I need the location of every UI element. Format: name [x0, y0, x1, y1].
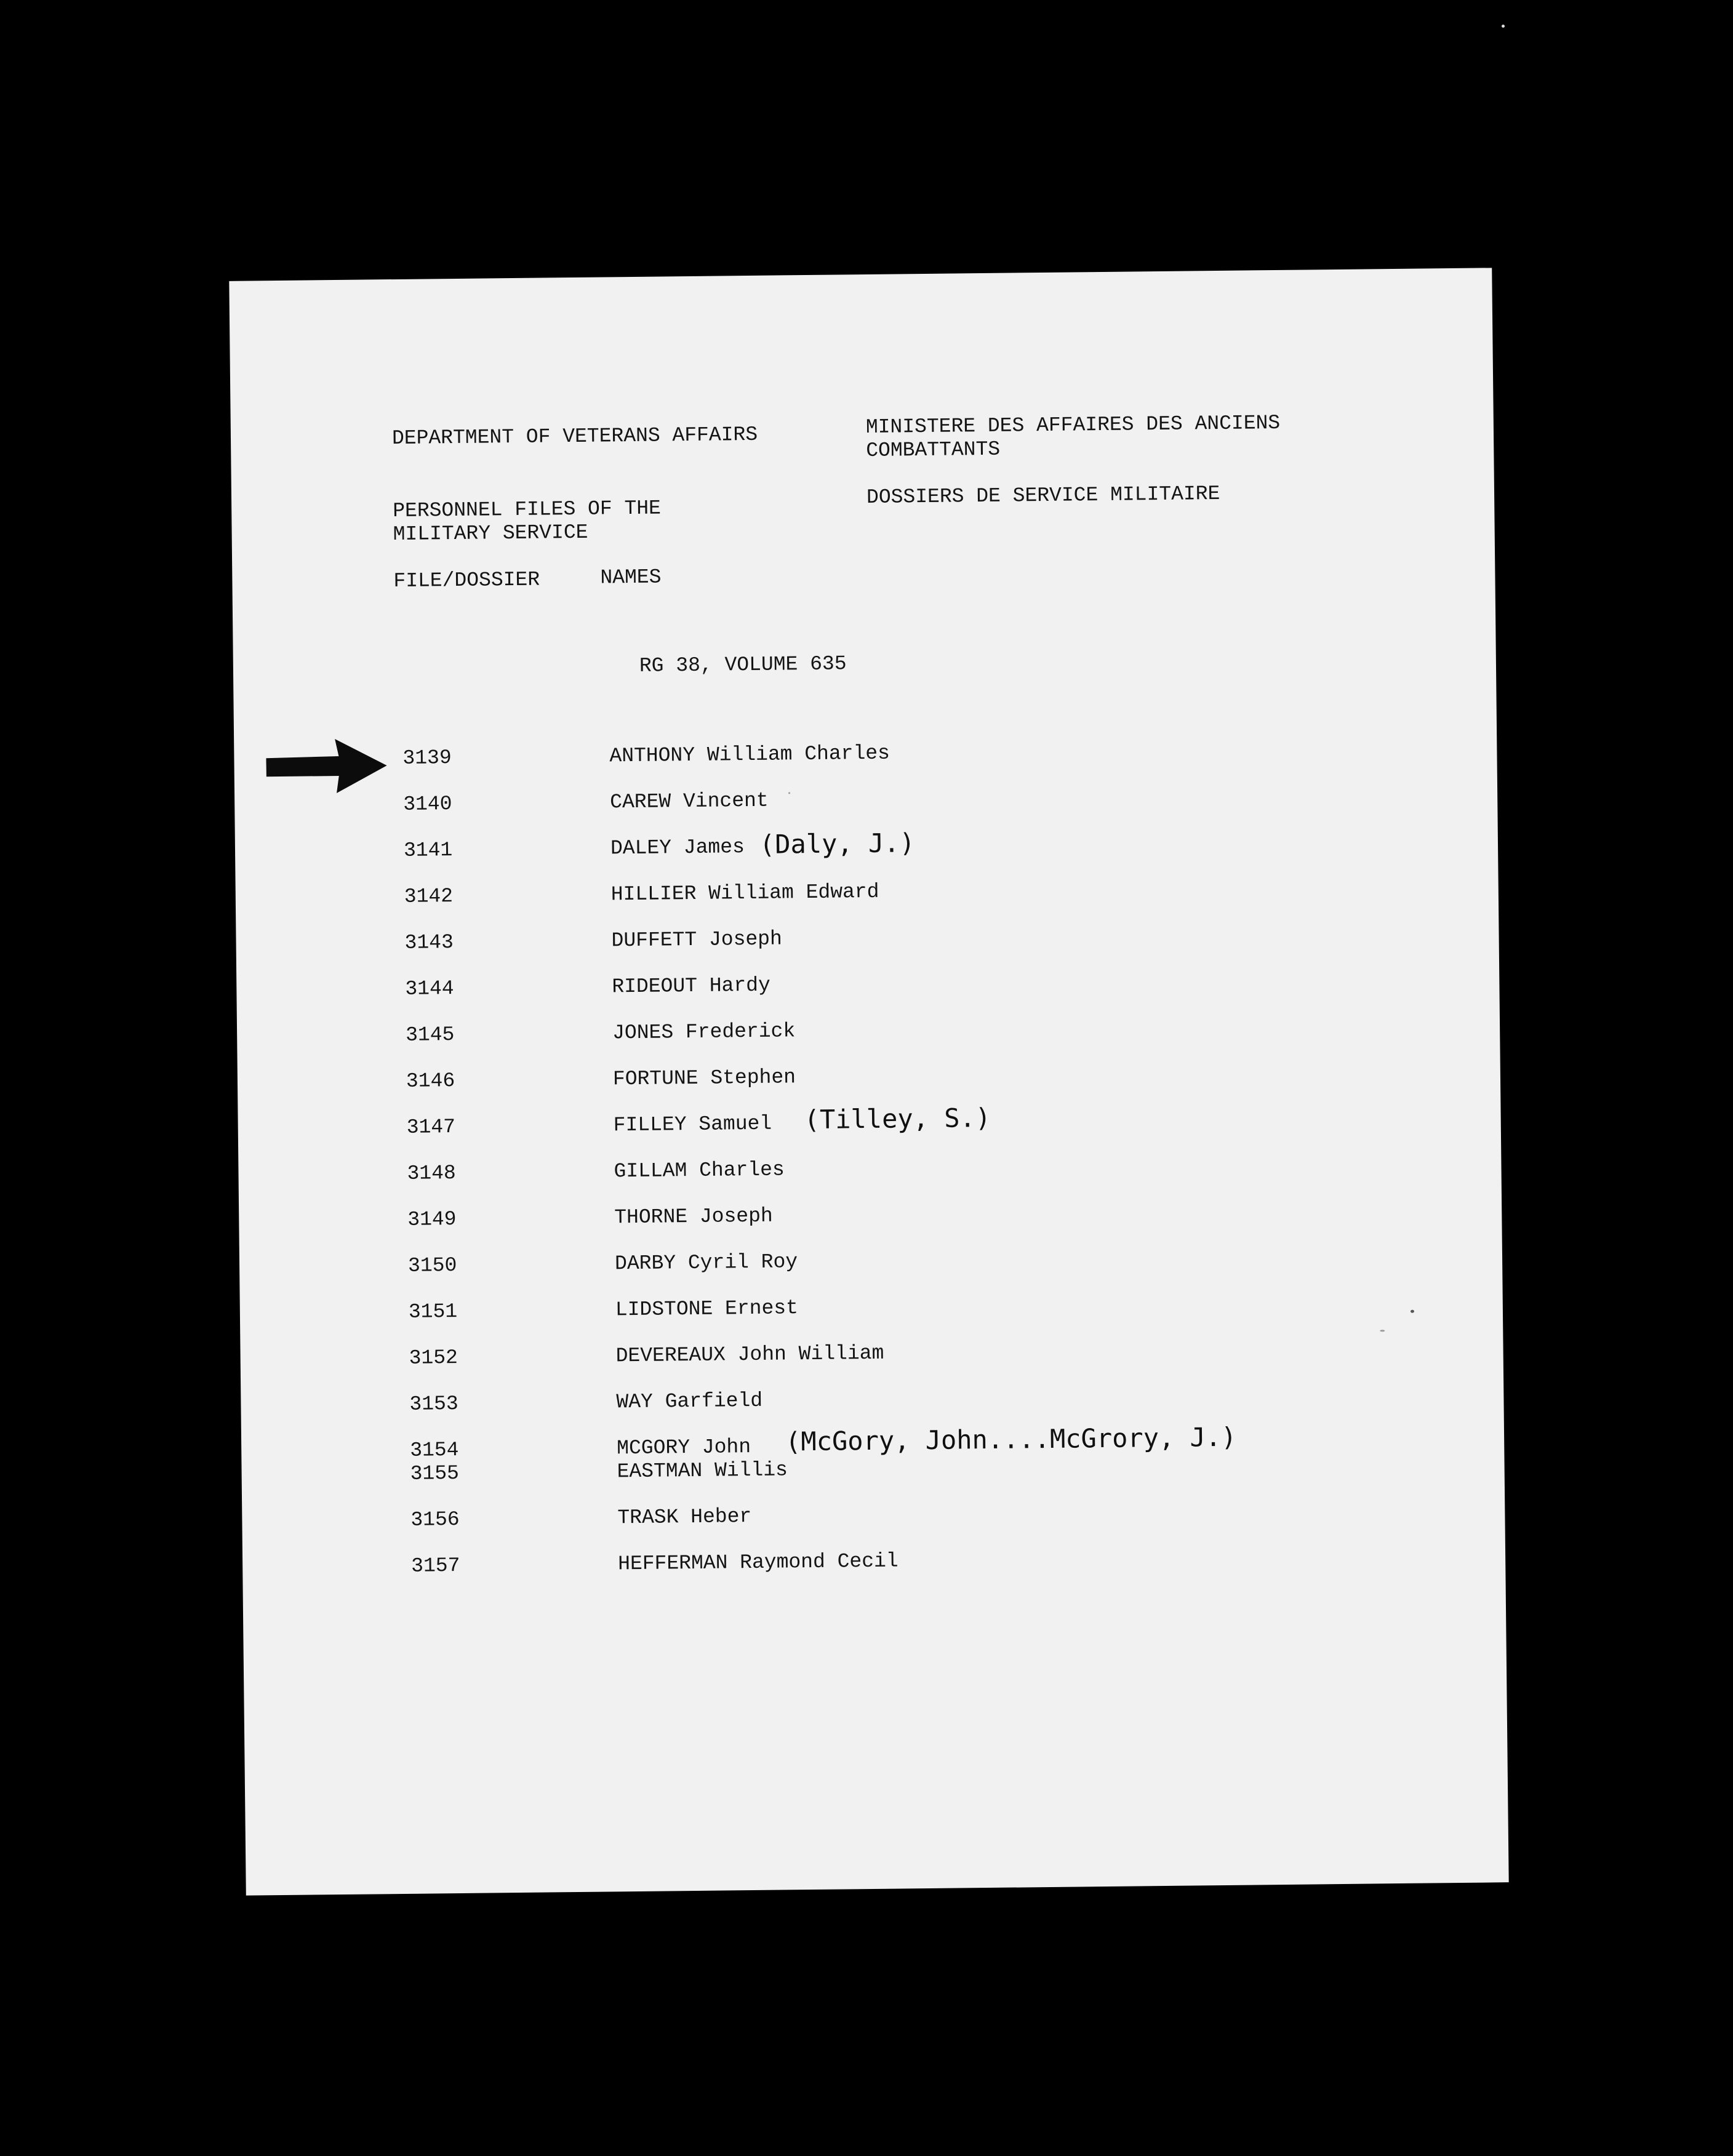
file-number: 3139: [402, 746, 452, 770]
person-name: WAY Garfield: [616, 1389, 763, 1414]
file-number: 3157: [411, 1554, 460, 1578]
file-number: 3145: [405, 1023, 455, 1047]
file-number: 3140: [403, 793, 452, 816]
list-item: [235, 828, 1499, 877]
file-number: 3155: [410, 1462, 460, 1485]
files-english-line-1: PERSONNEL FILES OF THE: [393, 497, 662, 523]
list-item: [236, 874, 1499, 924]
list-item: [241, 1381, 1504, 1431]
department-english: DEPARTMENT OF VETERANS AFFAIRS: [391, 423, 758, 450]
handwritten-note: (Daly, J.): [759, 828, 916, 860]
list-item: [238, 1151, 1502, 1200]
person-name: CAREW Vincent: [610, 789, 769, 814]
list-item: [238, 1104, 1502, 1154]
person-name: FILLEY Samuel: [613, 1112, 772, 1137]
person-name: DUFFETT Joseph: [611, 927, 783, 952]
volume-reference: RG 38, VOLUME 635: [639, 652, 847, 677]
person-name: ANTHONY William Charles: [609, 741, 891, 768]
person-name: RIDEOUT Hardy: [612, 973, 770, 999]
file-number: 3151: [408, 1300, 458, 1324]
file-number: 3143: [404, 931, 454, 954]
list-item: [234, 781, 1498, 831]
list-item: [238, 1058, 1501, 1108]
department-french-line-2: COMBATTANTS: [866, 437, 1001, 462]
person-name: TRASK Heber: [617, 1505, 752, 1530]
file-number: 3152: [409, 1346, 458, 1370]
list-item: [234, 735, 1497, 785]
list-item: [237, 1012, 1500, 1062]
file-number: 3150: [407, 1254, 457, 1277]
person-name: DALEY James: [610, 836, 745, 860]
person-name: MCGORY John: [617, 1435, 751, 1460]
list-item: [240, 1335, 1503, 1385]
file-number: 3154: [410, 1439, 459, 1462]
paper-speck: [1411, 1310, 1414, 1313]
person-name: THORNE Joseph: [614, 1204, 773, 1229]
file-number: 3148: [407, 1162, 456, 1185]
list-item: [242, 1497, 1505, 1547]
column-heading-names: NAMES: [600, 565, 662, 589]
person-name: EASTMAN Willis: [617, 1458, 788, 1483]
person-name: HEFFERMAN Raymond Cecil: [617, 1549, 899, 1576]
file-number: 3146: [406, 1069, 455, 1093]
person-name: DEVEREAUX John William: [615, 1341, 884, 1368]
file-number: 3147: [406, 1116, 456, 1139]
column-heading-file: FILE/DOSSIER: [393, 568, 540, 593]
file-number: 3156: [410, 1508, 460, 1531]
list-item: [236, 966, 1500, 1016]
document-page: [229, 268, 1508, 1895]
list-item: [242, 1543, 1506, 1593]
person-name: FORTUNE Stephen: [612, 1066, 796, 1091]
person-name: HILLIER William Edward: [610, 880, 879, 906]
files-french: DOSSIERS DE SERVICE MILITAIRE: [866, 482, 1220, 509]
handwritten-note: (McGory, John....McGrory, J.): [785, 1421, 1237, 1457]
scan-speck: [1502, 25, 1505, 28]
files-english-line-2: MILITARY SERVICE: [393, 521, 588, 546]
list-item: [236, 920, 1499, 970]
file-number: 3142: [404, 885, 454, 908]
handwritten-note: (Tilley, S.): [804, 1102, 991, 1135]
person-name: DARBY Cyril Roy: [614, 1250, 798, 1276]
paper-speck: [1380, 1330, 1385, 1332]
person-name: GILLAM Charles: [614, 1158, 785, 1183]
file-number: 3141: [403, 839, 453, 862]
person-name: LIDSTONE Ernest: [615, 1296, 799, 1322]
department-french-line-1: MINISTERE DES AFFAIRES DES ANCIENS: [865, 411, 1281, 439]
list-item: [239, 1243, 1503, 1293]
list-item: [240, 1289, 1503, 1339]
paper-speck: [788, 792, 790, 794]
list-item: [239, 1197, 1502, 1247]
person-name: JONES Frederick: [612, 1020, 796, 1045]
file-number: 3149: [407, 1208, 457, 1231]
file-number: 3153: [409, 1392, 458, 1416]
file-number: 3144: [405, 977, 454, 1000]
